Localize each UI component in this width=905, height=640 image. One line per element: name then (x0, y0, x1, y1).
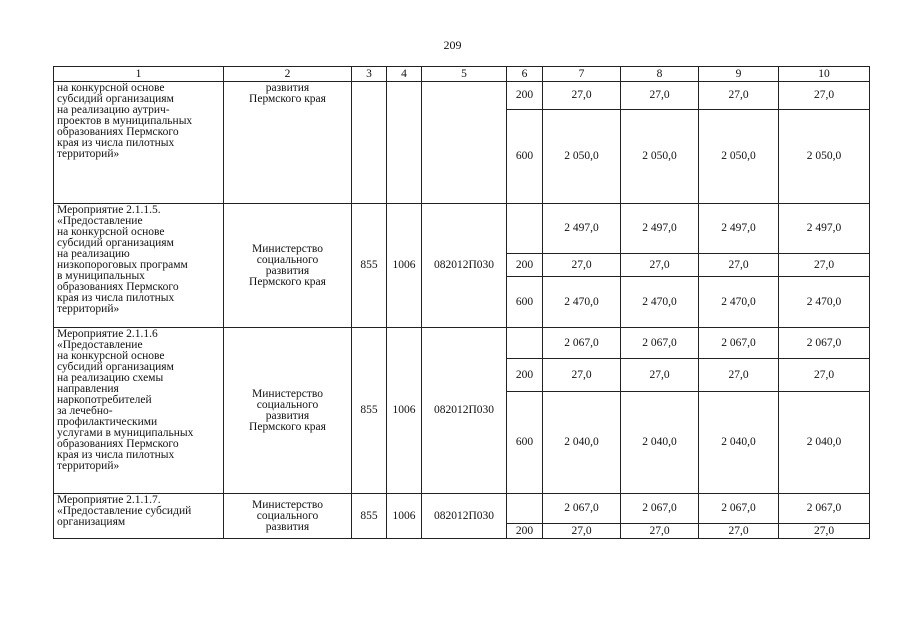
header-cell-10: 10 (779, 67, 870, 82)
code-cell: 1006 (387, 494, 422, 539)
activity-description: на конкурсной основе субсидий организациям на реализацию аутрич- проектов в муниципальных образованиях Пермского края из числа пилотных территорий» (54, 82, 224, 204)
expense-type: 600 (507, 277, 543, 328)
page-number: 209 (443, 38, 462, 52)
code-cell: 855 (352, 494, 387, 539)
ministry-name: Министерство социального развития Пермского края (224, 204, 352, 328)
code-cell (387, 82, 422, 204)
amount-cell: 2 050,0 (543, 110, 621, 204)
expense-type: 200 (507, 82, 543, 110)
amount-cell: 2 067,0 (543, 328, 621, 359)
activity-description: Мероприятие 2.1.1.5. «Предоставление на конкурсной основе субсидий организациям на реализацию низкопороговых программ в муниципальных образованиях Пермского края из числа пилотных территорий» (54, 204, 224, 328)
header-cell-6: 6 (507, 67, 543, 82)
code-cell: 082012П030 (422, 494, 507, 539)
amount-cell: 27,0 (543, 359, 621, 392)
code-cell: 082012П030 (422, 204, 507, 328)
amount-cell: 2 067,0 (699, 328, 779, 359)
amount-cell: 2 497,0 (779, 204, 870, 254)
header-cell-1: 1 (54, 67, 224, 82)
amount-cell: 27,0 (621, 359, 699, 392)
activity-description: Мероприятие 2.1.1.6 «Предоставление на конкурсной основе субсидий организациям на реализацию схемы направления наркопотребителей за лечебно- профилактическими услугами в муниципальных образованиях Пермского края из числа пилотных территорий» (54, 328, 224, 494)
amount-cell: 2 067,0 (621, 494, 699, 524)
budget-table (53, 66, 870, 539)
amount-cell: 27,0 (621, 254, 699, 277)
header-cell-7: 7 (543, 67, 621, 82)
amount-cell: 27,0 (699, 82, 779, 110)
header-cell-8: 8 (621, 67, 699, 82)
amount-cell: 2 497,0 (621, 204, 699, 254)
amount-cell: 27,0 (699, 524, 779, 539)
amount-cell: 27,0 (779, 254, 870, 277)
code-cell (352, 82, 387, 204)
table-row (54, 494, 870, 524)
header-cell-9: 9 (699, 67, 779, 82)
amount-cell: 2 470,0 (543, 277, 621, 328)
table-row (54, 204, 870, 254)
expense-type (507, 494, 543, 524)
expense-type: 200 (507, 524, 543, 539)
code-cell: 855 (352, 204, 387, 328)
header-cell-4: 4 (387, 67, 422, 82)
amount-cell: 2 067,0 (779, 494, 870, 524)
amount-cell: 2 067,0 (543, 494, 621, 524)
amount-cell: 27,0 (779, 82, 870, 110)
code-cell: 082012П030 (422, 328, 507, 494)
amount-cell: 2 470,0 (699, 277, 779, 328)
code-cell (422, 82, 507, 204)
amount-cell: 2 050,0 (779, 110, 870, 204)
amount-cell: 2 050,0 (699, 110, 779, 204)
amount-cell: 27,0 (699, 254, 779, 277)
expense-type (507, 328, 543, 359)
amount-cell: 2 040,0 (543, 392, 621, 494)
activity-description: Мероприятие 2.1.1.7. «Предоставление субсидий организациям (54, 494, 224, 539)
amount-cell: 27,0 (699, 359, 779, 392)
amount-cell: 2 040,0 (699, 392, 779, 494)
header-cell-2: 2 (224, 67, 352, 82)
expense-type: 600 (507, 392, 543, 494)
code-cell: 1006 (387, 328, 422, 494)
expense-type (507, 204, 543, 254)
amount-cell: 2 067,0 (621, 328, 699, 359)
amount-cell: 2 470,0 (621, 277, 699, 328)
amount-cell: 2 497,0 (699, 204, 779, 254)
expense-type: 600 (507, 110, 543, 204)
ministry-name: Министерство социального развития Пермского края (224, 328, 352, 494)
table-row (54, 82, 870, 110)
header-cell-5: 5 (422, 67, 507, 82)
amount-cell: 27,0 (543, 524, 621, 539)
amount-cell: 2 040,0 (621, 392, 699, 494)
amount-cell: 2 470,0 (779, 277, 870, 328)
code-cell: 855 (352, 328, 387, 494)
amount-cell: 27,0 (621, 524, 699, 539)
amount-cell: 2 497,0 (543, 204, 621, 254)
header-cell-3: 3 (352, 67, 387, 82)
amount-cell: 27,0 (543, 254, 621, 277)
header-row (54, 67, 870, 82)
ministry-name: Министерство социального развития (224, 494, 352, 539)
expense-type: 200 (507, 254, 543, 277)
amount-cell: 2 067,0 (779, 328, 870, 359)
amount-cell: 27,0 (779, 524, 870, 539)
amount-cell: 27,0 (543, 82, 621, 110)
amount-cell: 2 050,0 (621, 110, 699, 204)
amount-cell: 27,0 (621, 82, 699, 110)
ministry-name: развития Пермского края (224, 82, 352, 204)
code-cell: 1006 (387, 204, 422, 328)
amount-cell: 2 040,0 (779, 392, 870, 494)
amount-cell: 27,0 (779, 359, 870, 392)
amount-cell: 2 067,0 (699, 494, 779, 524)
table-row (54, 328, 870, 359)
expense-type: 200 (507, 359, 543, 392)
